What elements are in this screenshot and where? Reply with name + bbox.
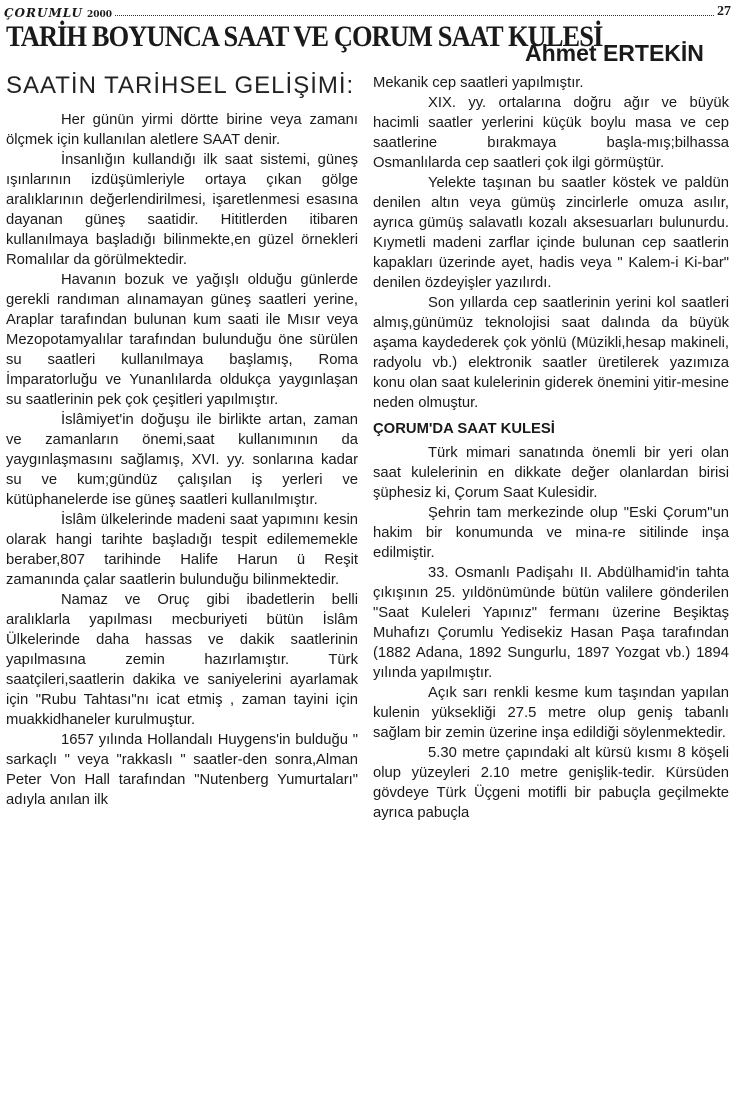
paragraph: Türk mimari sanatında önemli bir yeri olan saat kulelerinin en dikkate değer olanlardan birisi şüphesiz ki, Çorum Saat Kulesidir. (373, 445, 729, 501)
page-header (4, 0, 731, 20)
left-column (6, 110, 358, 810)
paragraph: 5.30 metre çapındaki alt kürsü kısmı 8 köşeli olup yüzeyleri 2.10 metre genişlik-tedir. Kürsüden gövdeye Türk Üçgeni motifli bir pabuçla geçilmekte ayrıca pabuçla (373, 745, 729, 821)
paragraph: Namaz ve Oruç gibi ibadetlerin belli aralıklarla yapılması mecburiyeti bütün İslâm Ülkelerinde daha hassas ve dakik saatlerinin yapılmasına zemin hazırlamıştır. Türk saatçileri,saatlerin dakika ve saniyelerini ayarlamak için "Rubu Tahtası"nı icat etmiş , zaman tayini için muakkidhaneler kurulmuştur. (6, 592, 358, 728)
paragraph: Yelekte taşınan bu saatler köstek ve paldün denilen altın veya gümüş zincirlerle omuza asılır, ayrıca gümüş salavatlı kozalı aksesuarları bulunurdu. Kıymetli madeni zarflar içinde bulunan cep saatlerin kapakları üzerinde ayet, hadis veya " Kalem-i Ki-bar" denilen özdeyişler yazılırdı. (373, 175, 729, 291)
page-number: 27 (717, 4, 731, 19)
paragraph: 1657 yılında Hollandalı Huygens'in bulduğu " sarkaçlı " veya "rakkaslı " saatler-den sonra,Alman Peter Von Hall tarafından "Nutenberg Yumurtaları" adıyla anılan ilk (6, 732, 358, 808)
paragraph: Son yıllarda cep saatlerinin yerini kol saatleri almış,günümüz teknolojisi saat dalında da büyük aşama kaydederek çok yönlü (Müzikli,hesap makineli, radyolu vb.) elektronik saatler üretilerek yazımıza konu olan saat kulelerinin giderek önemini yitir-mesine neden olmuştur. (373, 295, 729, 411)
paragraph: Havanın bozuk ve yağışlı olduğu günlerde gerekli randıman alınamayan güneş saatleri yerine, Araplar tarafından bulunan kum saati ile Mısır veya Mezopotamyalılar tarafından bulunduğu öne sürülen su saatleri kullanılmaya başlamış, Roma İmparatorluğu ve Yunanlılarda oldukça yaygınlaşan su saatlerinin pek çok çeşitleri yapılmıştır. (6, 272, 358, 408)
paragraph: Her günün yirmi dörtte birine veya zamanı ölçmek için kullanılan aletlere SAAT denir. (6, 112, 358, 148)
right-column (373, 73, 729, 823)
paragraph: Açık sarı renkli kesme kum taşından yapılan kulenin yüksekliği 27.5 metre olup geniş tabanlı sağlam bir zemin üzerine inşa edildiği söylenmektedir. (373, 685, 729, 741)
article-author: Ahmet ERTEKİN (525, 40, 704, 66)
paragraph: XIX. yy. ortalarına doğru ağır ve büyük hacimli saatler yerlerini küçük boylu masa ve cep saatlerine bırakmaya başla-mış;bilhassa Osmanlılarda cep saatleri çok ilgi görmüştür. (373, 95, 729, 171)
paragraph: 33. Osmanlı Padişahı II. Abdülhamid'in tahta çıkışının 25. yıldönümünde bütün valilere gönderilen "Saat Kuleleri Yapınız" fermanı üzerine Beşiktaş Muhafızı Çorumlu Yedisekiz Hasan Paşa tarafından (1882 Adana, 1892 Sungurlu, 1897 Yozgat vb.) 1894 yılında yapılmıştır. (373, 565, 729, 681)
paragraph: Şehrin tam merkezinde olup "Eski Çorum"un hakim bir konumunda ve mina-re sitilinde inşa edilmiştir. (373, 505, 729, 561)
section-heading-corum-clock-tower: ÇORUM'DA SAAT KULESİ (373, 421, 555, 437)
paragraph: İslâm ülkelerinde madeni saat yapımını kesin olarak hangi tarihte başladığı tespit edilememekle beraber,807 tarihinde Halife Harun ü Reşit zamanında çalar saatlerin bulunduğu bilinmektedir. (6, 512, 358, 588)
magazine-year: 2000 (86, 10, 113, 20)
section-heading-history: SAATİN TARİHSEL GELİŞİMİ: (6, 72, 355, 99)
paragraph: İslâmiyet'in doğuşu ile birlikte artan, zaman ve zamanların önemi,saat kullanımının da yaygınlaşmasını sağlamış, XVI. yy. sonlarına kadar su ve kum;gündüz çalışılan iş yerleri ve kütüphanelerde ise güneş saatleri kullanılmıştır. (6, 412, 358, 508)
article-title: TARİH BOYUNCA SAAT VE ÇORUM SAAT KULESİ (6, 20, 603, 53)
paragraph: Mekanik cep saatleri yapılmıştır. (373, 75, 584, 91)
magazine-name: ÇORUMLU (4, 6, 83, 20)
header-dotted-rule (115, 14, 714, 16)
paragraph: İnsanlığın kullandığı ilk saat sistemi, güneş ışınlarının izdüşümleriyle ortaya çıkan gölge aralıklarının değerlendirilmesi, işaretlenmesi esasına dayanan güneş saatidir. Hititlerden itibaren kullanılmaya başladığı bilinmekte,en güzel örnekleri Romalılar da görülmektedir. (6, 152, 358, 268)
